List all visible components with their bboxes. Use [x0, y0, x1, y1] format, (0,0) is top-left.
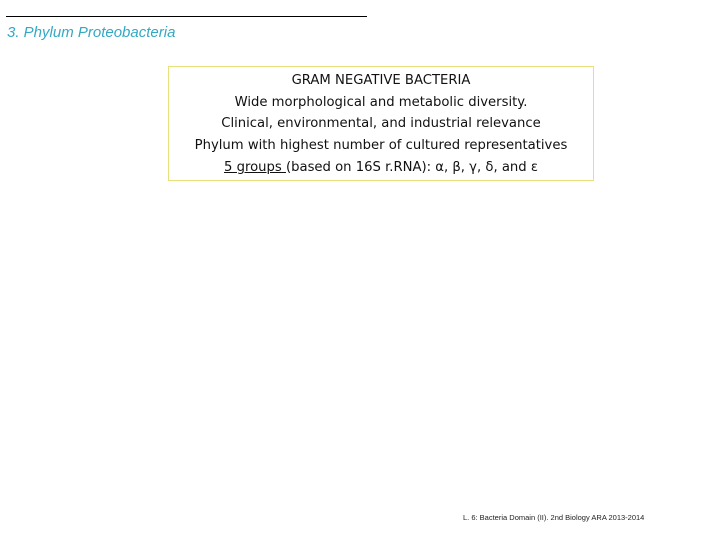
info-line-relevance: Clinical, environmental, and industrial relevance	[221, 116, 541, 132]
info-line-cultured: Phylum with highest number of cultured representatives	[194, 138, 568, 154]
info-box	[168, 66, 594, 181]
top-divider	[6, 16, 367, 17]
info-heading: GRAM NEGATIVE BACTERIA	[291, 73, 471, 88]
section-title: 3. Phylum Proteobacteria	[7, 24, 176, 41]
info-line-groups	[169, 157, 593, 179]
groups-detail: (based on 16S r.RNA): α, β, γ, δ, and ε	[285, 159, 538, 175]
info-line-diversity: Wide morphological and metabolic diversity.	[234, 94, 528, 110]
groups-label: 5 groups	[224, 159, 286, 175]
footer-caption: L. 6: Bacteria Domain (II). 2nd Biology ARA 2013-2014	[463, 513, 645, 522]
